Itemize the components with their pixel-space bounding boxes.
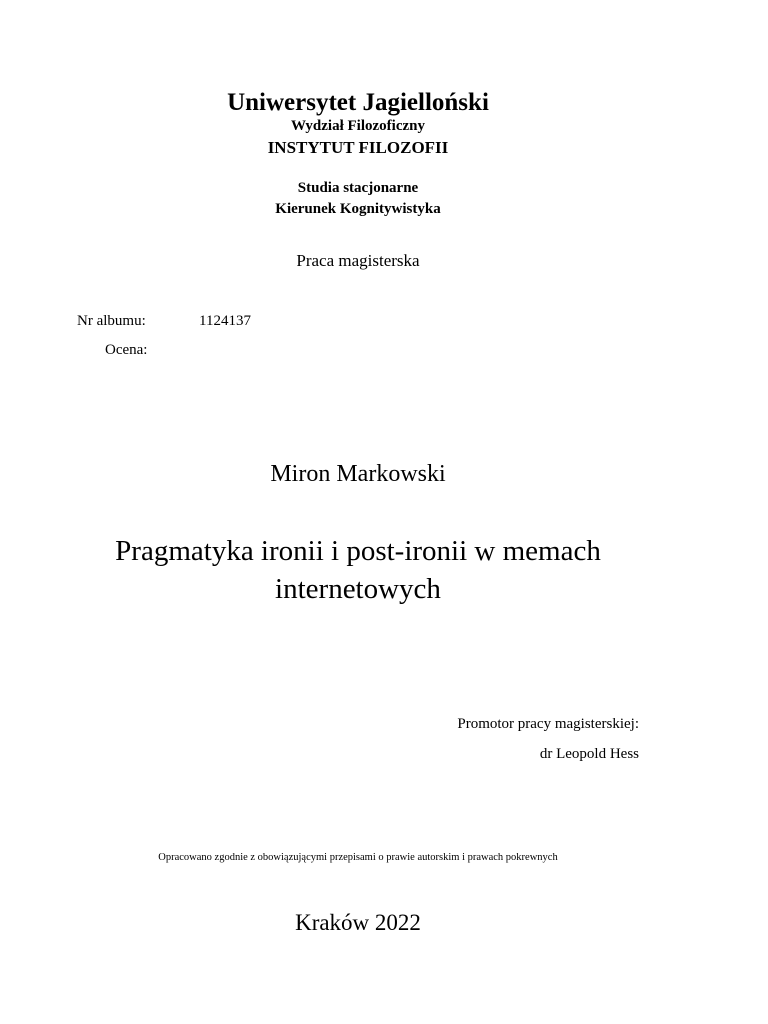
place-and-year: Kraków 2022 [295, 910, 421, 935]
university-name: Uniwersytet Jagielloński [227, 89, 489, 116]
author-name: Miron Markowski [270, 461, 446, 487]
promoter-name: dr Leopold Hess [539, 746, 639, 762]
faculty-name: Wydział Filozoficzny [290, 118, 425, 134]
album-number-label: Nr albumu: [77, 313, 146, 329]
grade-label: Ocena: [105, 342, 148, 358]
thesis-type: Praca magisterska [296, 251, 420, 270]
institute-name: INSTYTUT FILOZOFII [267, 138, 449, 157]
study-mode: Studia stacjonarne [297, 180, 419, 196]
thesis-title-line-2: internetowych [275, 573, 441, 605]
album-number-value: 1124137 [199, 313, 251, 329]
study-field: Kierunek Kognitywistyka [275, 201, 441, 217]
copyright-note: Opracowano zgodnie z obowiązującymi przepisami o prawie autorskim i prawach pokrewnych [158, 852, 558, 863]
thesis-title-line-1: Pragmatyka ironii i post-ironii w memach [115, 535, 601, 567]
promoter-label: Promotor pracy magisterskiej: [457, 716, 639, 732]
